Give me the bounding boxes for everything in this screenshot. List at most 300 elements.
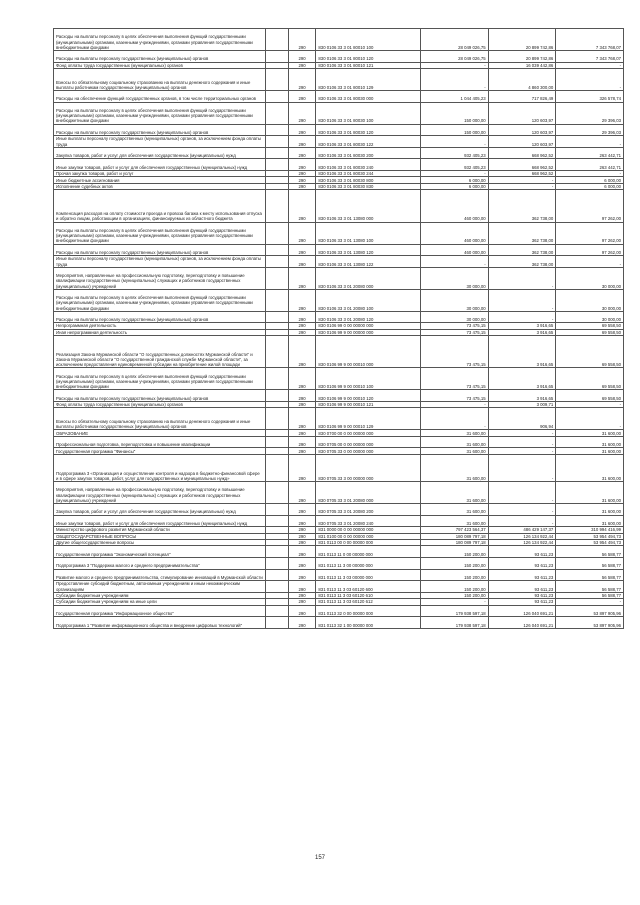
row-classification-code: 830 0106 33 3 01 80030 100 bbox=[316, 102, 421, 124]
row-approved-amount: 150 200,00 bbox=[420, 569, 488, 581]
row-unexecuted-amount: 31 600,00 bbox=[556, 454, 624, 481]
row-classification-code: 830 0106 33 3 01 80030 830 bbox=[316, 183, 421, 189]
row-unexecuted-amount: 56 588,77 bbox=[556, 569, 624, 581]
row-unexecuted-amount: 97 262,00 bbox=[556, 244, 624, 256]
row-classification-code: 830 0106 99 9 00 00010 100 bbox=[316, 368, 421, 390]
row-executed-amount: - bbox=[488, 267, 556, 289]
row-executed-amount: 126 134 922,44 bbox=[488, 533, 556, 539]
row-unexecuted-amount: 53 897 905,96 bbox=[556, 617, 624, 629]
row-classification-code: 830 0106 33 3 01 13080 120 bbox=[316, 244, 421, 256]
row-approved-amount: 932 405,23 bbox=[420, 159, 488, 171]
row-executed-amount: - bbox=[488, 430, 556, 436]
row-name: Мероприятия, направленные на профессиональную подготовку, переподготовку и повышение квалификации государственных (муниципальных) служащих и работников государственных (муниципальных) учреждений bbox=[54, 482, 266, 504]
row-approved-amount: 73 475,15 bbox=[420, 323, 488, 329]
budget-table-body bbox=[54, 29, 624, 629]
row-unexecuted-amount: 310 994 416,99 bbox=[556, 527, 624, 533]
table-row bbox=[54, 569, 624, 581]
row-classification-code: 830 0106 33 3 01 80010 129 bbox=[316, 68, 421, 90]
table-row bbox=[54, 546, 624, 558]
row-classification-code: 830 0106 99 9 00 00010 120 bbox=[316, 390, 421, 402]
row-approved-amount: 30 000,00 bbox=[420, 289, 488, 311]
row-grbs-code: 290 bbox=[288, 436, 316, 448]
table-row bbox=[54, 527, 624, 533]
row-executed-amount: - bbox=[488, 177, 556, 183]
row-empty-cell bbox=[266, 124, 289, 136]
row-unexecuted-amount: 30 000,00 bbox=[556, 267, 624, 289]
row-approved-amount: 460 000,00 bbox=[420, 244, 488, 256]
row-grbs-code: 290 bbox=[288, 482, 316, 504]
row-classification-code: 830 0106 33 3 01 80010 100 bbox=[316, 29, 421, 51]
table-row bbox=[54, 482, 624, 504]
row-approved-amount: - bbox=[420, 170, 488, 176]
row-executed-amount: - bbox=[488, 436, 556, 448]
row-empty-cell bbox=[266, 336, 289, 368]
row-unexecuted-amount: - bbox=[556, 402, 624, 408]
row-classification-code: 830 0106 33 3 01 13080 000 bbox=[316, 190, 421, 222]
row-classification-code: 831 0113 11 3 03 00000 000 bbox=[316, 569, 421, 581]
row-unexecuted-amount: 53 954 494,73 bbox=[556, 539, 624, 545]
row-classification-code: 830 0106 99 9 00 00000 000 bbox=[316, 329, 421, 335]
row-unexecuted-amount: 31 600,00 bbox=[556, 482, 624, 504]
row-executed-amount: - bbox=[488, 504, 556, 516]
row-classification-code: 831 0113 11 0 00 00000 000 bbox=[316, 546, 421, 558]
row-unexecuted-amount: 31 600,00 bbox=[556, 436, 624, 448]
row-approved-amount: 150 000,00 bbox=[420, 102, 488, 124]
row-empty-cell bbox=[266, 289, 289, 311]
budget-table bbox=[53, 28, 624, 629]
table-row bbox=[54, 190, 624, 222]
row-approved-amount: - bbox=[420, 62, 488, 68]
row-unexecuted-amount: 7 343 768,07 bbox=[556, 29, 624, 51]
row-unexecuted-amount: 6 000,00 bbox=[556, 177, 624, 183]
row-name: Подпрограмма 1 "Развитие информационного общества и внедрение цифровых технологий" bbox=[54, 617, 266, 629]
row-classification-code: 830 0705 33 3 00 00000 000 bbox=[316, 454, 421, 481]
row-classification-code: 830 0106 33 3 01 80030 120 bbox=[316, 124, 421, 136]
row-executed-amount: 20 899 742,86 bbox=[488, 51, 556, 63]
row-approved-amount: - bbox=[420, 68, 488, 90]
row-name: Расходы на выплаты персоналу государственных (муниципальных) органов bbox=[54, 124, 266, 136]
table-row bbox=[54, 51, 624, 63]
row-empty-cell bbox=[266, 408, 289, 430]
row-approved-amount: - bbox=[420, 599, 488, 605]
row-name: Расходы на выплаты персоналу государственных (муниципальных) органов bbox=[54, 51, 266, 63]
row-name: Государственная программа "Информационное общество" bbox=[54, 605, 266, 617]
row-approved-amount: 6 000,00 bbox=[420, 183, 488, 189]
row-approved-amount: 6 000,00 bbox=[420, 177, 488, 183]
table-row bbox=[54, 311, 624, 323]
row-name: Прочая закупка товаров, работ и услуг bbox=[54, 170, 266, 176]
row-classification-code: 830 0106 33 3 01 80030 244 bbox=[316, 170, 421, 176]
row-name: Исполнение судебных актов bbox=[54, 183, 266, 189]
row-empty-cell bbox=[266, 159, 289, 171]
row-grbs-code: 290 bbox=[288, 190, 316, 222]
row-approved-amount: 73 475,15 bbox=[420, 390, 488, 402]
row-classification-code: 831 0113 32 0 00 00000 000 bbox=[316, 605, 421, 617]
row-executed-amount: - bbox=[488, 454, 556, 481]
row-name: Развитие малого и среднего предпринимательства, стимулирование инноваций в Мурманской области bbox=[54, 569, 266, 581]
row-name: Взносы по обязательному социальному страхованию на выплаты денежного содержания и иные выплаты работникам государственных (муниципальных) органов bbox=[54, 408, 266, 430]
row-executed-amount: 3 916,65 bbox=[488, 368, 556, 390]
row-classification-code: 831 0000 00 0 00 00000 000 bbox=[316, 527, 421, 533]
row-executed-amount: 93 611,23 bbox=[488, 546, 556, 558]
row-empty-cell bbox=[266, 190, 289, 222]
row-approved-amount: 460 000,00 bbox=[420, 222, 488, 244]
row-grbs-code: 290 bbox=[288, 430, 316, 436]
row-empty-cell bbox=[266, 368, 289, 390]
row-grbs-code: 290 bbox=[288, 147, 316, 159]
row-executed-amount: 93 611,23 bbox=[488, 581, 556, 593]
row-executed-amount: 93 611,23 bbox=[488, 569, 556, 581]
row-unexecuted-amount: 69 558,50 bbox=[556, 390, 624, 402]
row-grbs-code: 290 bbox=[288, 62, 316, 68]
row-grbs-code: 290 bbox=[288, 533, 316, 539]
row-grbs-code: 290 bbox=[288, 581, 316, 593]
row-name: Иные выплаты персоналу государственных (муниципальных) органов, за исключением фонда оплаты труда bbox=[54, 136, 266, 148]
row-unexecuted-amount: 53 954 494,73 bbox=[556, 533, 624, 539]
row-classification-code: 830 0106 33 3 01 80030 240 bbox=[316, 159, 421, 171]
row-approved-amount: - bbox=[420, 402, 488, 408]
table-row bbox=[54, 147, 624, 159]
row-approved-amount: - bbox=[420, 408, 488, 430]
row-approved-amount: 150 200,00 bbox=[420, 546, 488, 558]
row-grbs-code: 290 bbox=[288, 504, 316, 516]
row-classification-code: 830 0106 33 3 01 80030 200 bbox=[316, 147, 421, 159]
row-name: Предоставление субсидий бюджетным, автономным учреждениям и иным некоммерческим организациям bbox=[54, 581, 266, 593]
row-grbs-code: 290 bbox=[288, 408, 316, 430]
row-approved-amount: 932 405,23 bbox=[420, 147, 488, 159]
row-approved-amount: 31 600,00 bbox=[420, 448, 488, 454]
row-executed-amount: 3 916,65 bbox=[488, 390, 556, 402]
row-grbs-code: 290 bbox=[288, 289, 316, 311]
row-grbs-code: 290 bbox=[288, 170, 316, 176]
row-empty-cell bbox=[266, 617, 289, 629]
row-approved-amount: 31 600,00 bbox=[420, 436, 488, 448]
row-unexecuted-amount: 56 588,77 bbox=[556, 546, 624, 558]
row-grbs-code: 290 bbox=[288, 515, 316, 527]
row-name: Фонд оплаты труда государственных (муниципальных) органов bbox=[54, 62, 266, 68]
row-approved-amount: 179 938 597,18 bbox=[420, 605, 488, 617]
table-row bbox=[54, 599, 624, 605]
table-row bbox=[54, 605, 624, 617]
row-name: Подпрограмма 3 «Организация и осуществление контроля и надзора в бюджетно-финансовой сфере и в сфере закупок товаров, работ, услуг для государственных и муниципальных нужд» bbox=[54, 454, 266, 481]
row-empty-cell bbox=[266, 454, 289, 481]
row-grbs-code: 290 bbox=[288, 136, 316, 148]
row-empty-cell bbox=[266, 136, 289, 148]
row-executed-amount: 120 603,97 bbox=[488, 102, 556, 124]
row-unexecuted-amount: - bbox=[556, 170, 624, 176]
row-grbs-code: 290 bbox=[288, 617, 316, 629]
row-unexecuted-amount: - bbox=[556, 136, 624, 148]
row-executed-amount: 126 040 691,21 bbox=[488, 605, 556, 617]
row-grbs-code: 290 bbox=[288, 102, 316, 124]
row-unexecuted-amount: 56 588,77 bbox=[556, 581, 624, 593]
row-unexecuted-amount: 69 558,50 bbox=[556, 368, 624, 390]
row-executed-amount: 126 040 691,21 bbox=[488, 617, 556, 629]
row-unexecuted-amount: 69 558,50 bbox=[556, 329, 624, 335]
row-name: ОБРАЗОВАНИЕ bbox=[54, 430, 266, 436]
row-name: ОБЩЕГОСУДАРСТВЕННЫЕ ВОПРОСЫ bbox=[54, 533, 266, 539]
row-name: Иные бюджетные ассигнования bbox=[54, 177, 266, 183]
table-row bbox=[54, 436, 624, 448]
row-empty-cell bbox=[266, 256, 289, 268]
row-grbs-code: 290 bbox=[288, 29, 316, 51]
row-name: Иная непрограммная деятельность bbox=[54, 329, 266, 335]
row-classification-code: 830 0705 33 0 00 00000 000 bbox=[316, 448, 421, 454]
row-unexecuted-amount: 31 600,00 bbox=[556, 504, 624, 516]
row-executed-amount: 20 899 742,86 bbox=[488, 29, 556, 51]
row-unexecuted-amount: - bbox=[556, 256, 624, 268]
row-executed-amount: 362 738,00 bbox=[488, 222, 556, 244]
row-approved-amount: - bbox=[420, 136, 488, 148]
row-name: Другие общегосударственные вопросы bbox=[54, 539, 266, 545]
row-classification-code: 831 0100 00 0 00 00000 000 bbox=[316, 533, 421, 539]
table-row bbox=[54, 222, 624, 244]
row-classification-code: 830 0106 33 3 01 80030 122 bbox=[316, 136, 421, 148]
row-approved-amount: 797 423 564,37 bbox=[420, 527, 488, 533]
table-row bbox=[54, 124, 624, 136]
row-approved-amount: 180 089 797,18 bbox=[420, 539, 488, 545]
row-unexecuted-amount: 263 442,71 bbox=[556, 159, 624, 171]
row-approved-amount: 150 000,00 bbox=[420, 124, 488, 136]
row-grbs-code: 290 bbox=[288, 368, 316, 390]
row-grbs-code: 290 bbox=[288, 51, 316, 63]
table-row bbox=[54, 136, 624, 148]
row-unexecuted-amount: 31 600,00 bbox=[556, 430, 624, 436]
row-executed-amount: - bbox=[488, 448, 556, 454]
row-grbs-code: 290 bbox=[288, 546, 316, 558]
row-name: Расходы на выплаты персоналу в целях обеспечения выполнения функций государственными (муниципальными) органами, казенными учреждениями, органами управления государственными внебюджетными фондами bbox=[54, 368, 266, 390]
table-row bbox=[54, 408, 624, 430]
row-unexecuted-amount: 53 897 905,96 bbox=[556, 605, 624, 617]
row-classification-code: 830 0705 00 0 00 00000 000 bbox=[316, 436, 421, 448]
row-executed-amount: 362 738,00 bbox=[488, 256, 556, 268]
row-classification-code: 831 0113 11 3 00 00000 000 bbox=[316, 557, 421, 569]
row-approved-amount: 150 200,00 bbox=[420, 581, 488, 593]
row-executed-amount: 717 826,49 bbox=[488, 90, 556, 102]
row-approved-amount: 73 475,15 bbox=[420, 329, 488, 335]
row-name: Расходы на выплаты персоналу в целях обеспечения выполнения функций государственными (муниципальными) органами, казенными учреждениями, органами управления государственными внебюджетными фондами bbox=[54, 222, 266, 244]
row-executed-amount: 93 611,23 bbox=[488, 592, 556, 598]
row-executed-amount: 4 860 300,00 bbox=[488, 68, 556, 90]
row-executed-amount: 362 738,00 bbox=[488, 244, 556, 256]
row-grbs-code: 290 bbox=[288, 454, 316, 481]
row-empty-cell bbox=[266, 515, 289, 527]
row-empty-cell bbox=[266, 147, 289, 159]
row-classification-code: 831 0113 11 3 03 60120 612 bbox=[316, 599, 421, 605]
row-name: Расходы на выплаты персоналу в целях обеспечения выполнения функций государственными (муниципальными) органами, казенными учреждениями, органами управления государственными внебюджетными фондами bbox=[54, 29, 266, 51]
table-row bbox=[54, 515, 624, 527]
row-executed-amount: 486 429 147,37 bbox=[488, 527, 556, 533]
row-unexecuted-amount: 31 600,00 bbox=[556, 448, 624, 454]
table-row bbox=[54, 159, 624, 171]
row-approved-amount: 150 200,00 bbox=[420, 557, 488, 569]
row-executed-amount: 3 916,65 bbox=[488, 323, 556, 329]
table-row bbox=[54, 557, 624, 569]
row-name: Закупка товаров, работ и услуг для обеспечения государственных (муниципальных) нужд bbox=[54, 504, 266, 516]
row-unexecuted-amount: 31 600,00 bbox=[556, 515, 624, 527]
row-classification-code: 830 0106 99 9 00 00010 121 bbox=[316, 402, 421, 408]
row-name: Расходы на выплаты персоналу в целях обеспечения выполнения функций государственными (муниципальными) органами, казенными учреждениями, органами управления государственными внебюджетными фондами bbox=[54, 102, 266, 124]
row-executed-amount: 16 039 442,86 bbox=[488, 62, 556, 68]
row-approved-amount: 1 044 405,23 bbox=[420, 90, 488, 102]
row-executed-amount: 3 009,71 bbox=[488, 402, 556, 408]
row-name: Иные закупки товаров, работ и услуг для обеспечения государственных (муниципальных) нужд bbox=[54, 159, 266, 171]
row-approved-amount: - bbox=[420, 256, 488, 268]
row-approved-amount: 31 600,00 bbox=[420, 504, 488, 516]
row-classification-code: 830 0106 33 3 01 20080 000 bbox=[316, 267, 421, 289]
row-empty-cell bbox=[266, 222, 289, 244]
row-approved-amount: 30 000,00 bbox=[420, 311, 488, 323]
row-empty-cell bbox=[266, 504, 289, 516]
row-grbs-code: 290 bbox=[288, 557, 316, 569]
row-empty-cell bbox=[266, 102, 289, 124]
row-name: Фонд оплаты труда государственных (муниципальных) органов bbox=[54, 402, 266, 408]
row-unexecuted-amount: - bbox=[556, 599, 624, 605]
row-grbs-code: 290 bbox=[288, 539, 316, 545]
row-classification-code: 830 0106 33 3 01 13080 122 bbox=[316, 256, 421, 268]
row-name: Расходы на выплаты персоналу в целях обеспечения выполнения функций государственными (муниципальными) органами, казенными учреждениями, органами управления государственными внебюджетными фондами bbox=[54, 289, 266, 311]
row-grbs-code: 290 bbox=[288, 159, 316, 171]
row-executed-amount: 93 611,23 bbox=[488, 599, 556, 605]
table-row bbox=[54, 256, 624, 268]
row-approved-amount: 460 000,00 bbox=[420, 190, 488, 222]
row-classification-code: 830 0106 33 3 01 80030 800 bbox=[316, 177, 421, 183]
row-name: Субсидии бюджетным учреждениям на иные цели bbox=[54, 599, 266, 605]
table-row bbox=[54, 62, 624, 68]
row-empty-cell bbox=[266, 267, 289, 289]
row-executed-amount: 126 134 922,44 bbox=[488, 539, 556, 545]
row-name: Расходы на выплаты персоналу государственных (муниципальных) органов bbox=[54, 390, 266, 402]
table-row bbox=[54, 390, 624, 402]
row-classification-code: 830 0700 00 0 00 00000 000 bbox=[316, 430, 421, 436]
row-executed-amount: 120 603,97 bbox=[488, 124, 556, 136]
table-row bbox=[54, 244, 624, 256]
row-unexecuted-amount: 29 396,03 bbox=[556, 102, 624, 124]
row-executed-amount: 906,94 bbox=[488, 408, 556, 430]
row-empty-cell bbox=[266, 244, 289, 256]
row-name: Компенсация расходов на оплату стоимости проезда и провоза багажа к месту использования отпуска и обратно лицам, работающим в организациях, финансируемых из областного бюджета bbox=[54, 190, 266, 222]
row-classification-code: 830 0106 33 3 01 13080 100 bbox=[316, 222, 421, 244]
row-executed-amount: 93 611,23 bbox=[488, 557, 556, 569]
row-executed-amount: 3 916,65 bbox=[488, 336, 556, 368]
table-row bbox=[54, 90, 624, 102]
row-name: Министерство цифрового развития Мурманской области bbox=[54, 527, 266, 533]
row-executed-amount: - bbox=[488, 289, 556, 311]
table-row bbox=[54, 617, 624, 629]
row-unexecuted-amount: 69 558,50 bbox=[556, 323, 624, 329]
row-executed-amount: 3 916,65 bbox=[488, 329, 556, 335]
table-row bbox=[54, 29, 624, 51]
row-empty-cell bbox=[266, 90, 289, 102]
table-row bbox=[54, 336, 624, 368]
row-name: Непрограммная деятельность bbox=[54, 323, 266, 329]
row-name: Мероприятия, направленные на профессиональную подготовку, переподготовку и повышение квалификации государственных (муниципальных) служащих и работников государственных (муниципальных) учреждений bbox=[54, 267, 266, 289]
row-approved-amount: 31 600,00 bbox=[420, 482, 488, 504]
row-approved-amount: 31 600,00 bbox=[420, 454, 488, 481]
row-approved-amount: 73 475,15 bbox=[420, 368, 488, 390]
row-classification-code: 830 0705 33 3 01 20080 200 bbox=[316, 504, 421, 516]
row-grbs-code: 290 bbox=[288, 311, 316, 323]
row-approved-amount: 179 938 597,18 bbox=[420, 617, 488, 629]
row-classification-code: 830 0705 33 3 01 20080 000 bbox=[316, 482, 421, 504]
row-executed-amount: 668 962,52 bbox=[488, 147, 556, 159]
row-unexecuted-amount: 97 262,00 bbox=[556, 222, 624, 244]
row-executed-amount: 120 603,97 bbox=[488, 136, 556, 148]
row-grbs-code: 290 bbox=[288, 329, 316, 335]
row-empty-cell bbox=[266, 581, 289, 593]
row-unexecuted-amount: 30 000,00 bbox=[556, 289, 624, 311]
row-unexecuted-amount: 97 262,00 bbox=[556, 190, 624, 222]
row-empty-cell bbox=[266, 605, 289, 617]
row-grbs-code: 290 bbox=[288, 599, 316, 605]
row-grbs-code: 290 bbox=[288, 592, 316, 598]
table-row bbox=[54, 581, 624, 593]
row-unexecuted-amount: 30 000,00 bbox=[556, 311, 624, 323]
row-classification-code: 831 0113 32 1 00 00000 000 bbox=[316, 617, 421, 629]
row-classification-code: 831 0113 11 3 03 60120 600 bbox=[316, 581, 421, 593]
row-grbs-code: 290 bbox=[288, 527, 316, 533]
row-name: Закупка товаров, работ и услуг для обеспечения государственных (муниципальных) нужд bbox=[54, 147, 266, 159]
row-empty-cell bbox=[266, 436, 289, 448]
row-grbs-code: 290 bbox=[288, 605, 316, 617]
row-unexecuted-amount: 326 578,74 bbox=[556, 90, 624, 102]
row-name: Государственная программа "Экономический потенциал" bbox=[54, 546, 266, 558]
row-empty-cell bbox=[266, 546, 289, 558]
table-row bbox=[54, 504, 624, 516]
row-grbs-code: 290 bbox=[288, 323, 316, 329]
row-grbs-code: 290 bbox=[288, 68, 316, 90]
row-classification-code: 830 0106 99 0 00 00000 000 bbox=[316, 323, 421, 329]
table-row bbox=[54, 402, 624, 408]
row-empty-cell bbox=[266, 311, 289, 323]
row-approved-amount: 30 000,00 bbox=[420, 267, 488, 289]
row-approved-amount: 150 200,00 bbox=[420, 592, 488, 598]
row-classification-code: 830 0106 33 3 01 20080 120 bbox=[316, 311, 421, 323]
row-approved-amount: 28 049 026,75 bbox=[420, 51, 488, 63]
table-row bbox=[54, 102, 624, 124]
row-classification-code: 830 0106 33 3 01 80010 121 bbox=[316, 62, 421, 68]
row-grbs-code: 290 bbox=[288, 402, 316, 408]
row-grbs-code: 290 bbox=[288, 390, 316, 402]
row-classification-code: 831 0113 11 3 03 60120 610 bbox=[316, 592, 421, 598]
row-grbs-code: 290 bbox=[288, 183, 316, 189]
row-classification-code: 830 0106 33 3 01 80010 120 bbox=[316, 51, 421, 63]
row-unexecuted-amount: 263 442,71 bbox=[556, 147, 624, 159]
row-unexecuted-amount: - bbox=[556, 68, 624, 90]
row-name: Реализация Закона Мурманской области "О государственных должностях Мурманской области" и Закона Мурманской области "О государственной гражданской службе Мурманской области", за исключением предоставления единовременной субсидии на приобретение жилой площади bbox=[54, 336, 266, 368]
row-classification-code: 830 0106 33 3 01 80030 000 bbox=[316, 90, 421, 102]
row-classification-code: 830 0106 99 9 00 00010 129 bbox=[316, 408, 421, 430]
row-executed-amount: 668 962,52 bbox=[488, 170, 556, 176]
row-executed-amount: - bbox=[488, 311, 556, 323]
row-grbs-code: 290 bbox=[288, 244, 316, 256]
row-unexecuted-amount: 29 396,03 bbox=[556, 124, 624, 136]
row-approved-amount: 28 049 026,75 bbox=[420, 29, 488, 51]
row-grbs-code: 290 bbox=[288, 256, 316, 268]
row-classification-code: 831 0113 00 0 00 00000 000 bbox=[316, 539, 421, 545]
row-approved-amount: 31 600,00 bbox=[420, 515, 488, 527]
row-name: Подпрограмма 3 "Поддержка малого и среднего предпринимательства" bbox=[54, 557, 266, 569]
row-unexecuted-amount: 56 588,77 bbox=[556, 557, 624, 569]
row-grbs-code: 290 bbox=[288, 569, 316, 581]
row-name: Иные выплаты персоналу государственных (муниципальных) органов, за исключением фонда оплаты труда bbox=[54, 256, 266, 268]
row-approved-amount: 31 600,00 bbox=[420, 430, 488, 436]
row-grbs-code: 290 bbox=[288, 267, 316, 289]
row-grbs-code: 290 bbox=[288, 448, 316, 454]
table-row bbox=[54, 289, 624, 311]
row-grbs-code: 290 bbox=[288, 177, 316, 183]
row-grbs-code: 290 bbox=[288, 124, 316, 136]
